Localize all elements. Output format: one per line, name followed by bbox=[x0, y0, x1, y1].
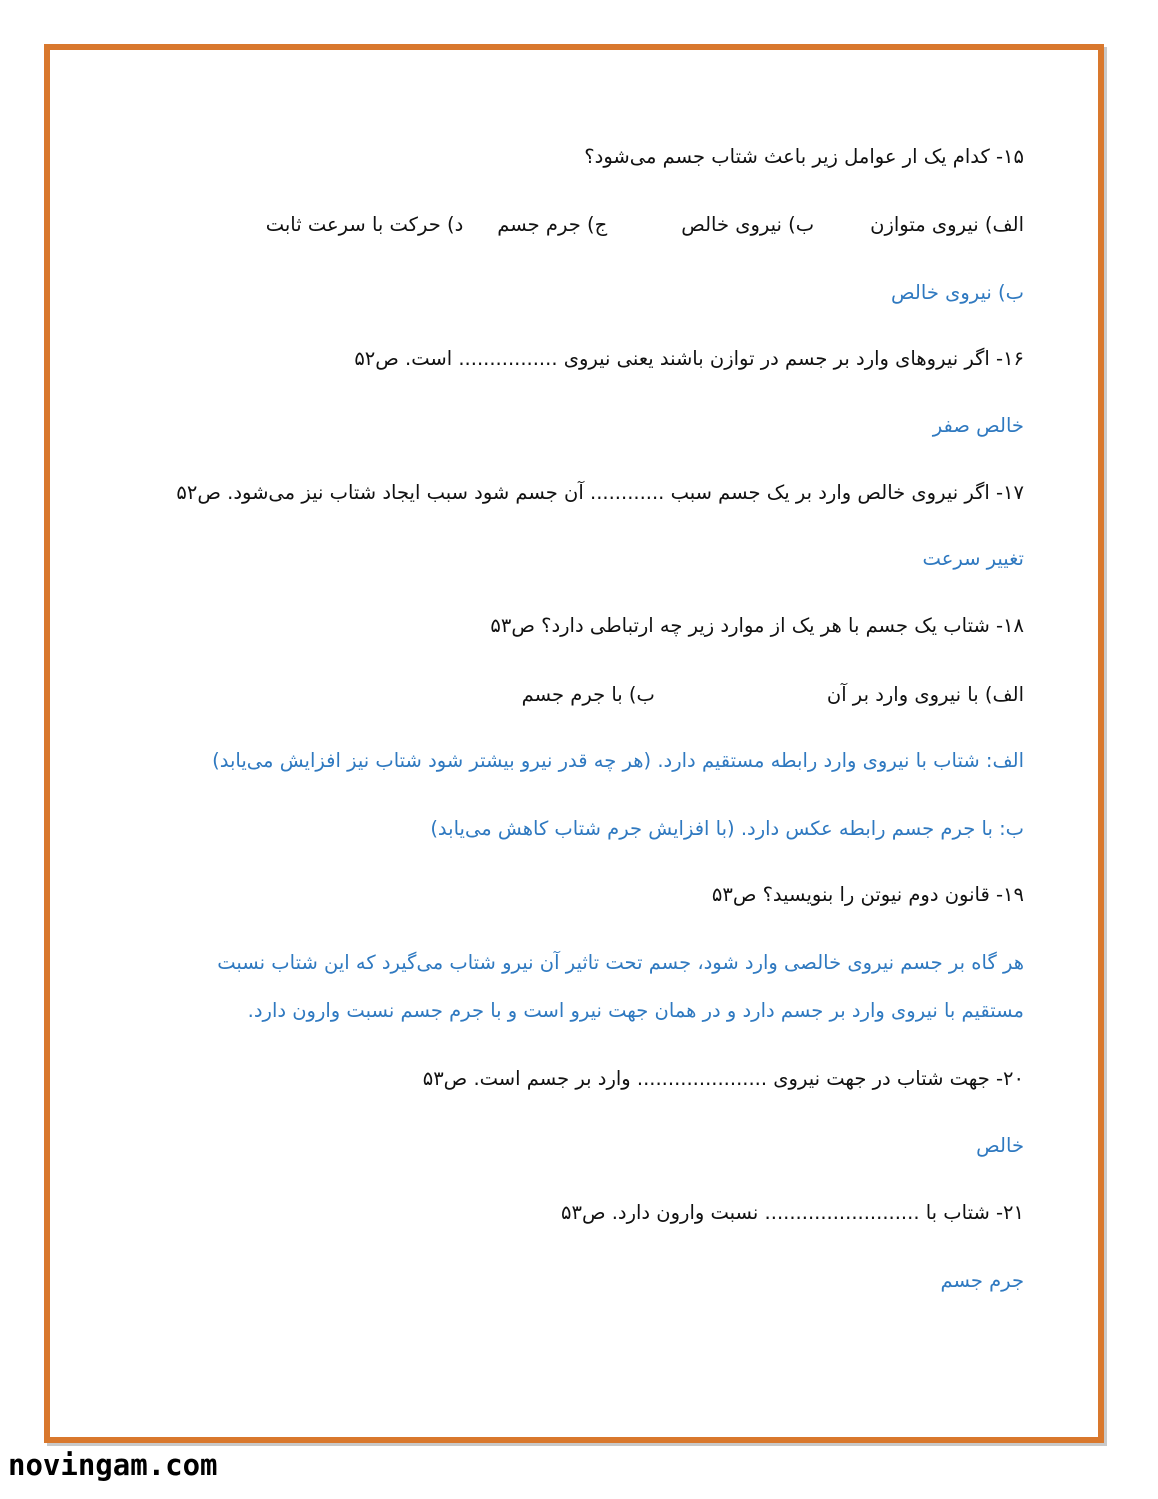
answer-17: تغییر سرعت bbox=[922, 547, 1024, 570]
question-15: ۱۵- کدام یک ار عوامل زیر باعث شتاب جسم می‌شود؟ bbox=[584, 145, 1024, 168]
answer-18-b: ب: با جرم جسم رابطه عکس دارد. (با افزایش جرم شتاب کاهش می‌یابد) bbox=[430, 817, 1024, 840]
answer-21: جرم جسم bbox=[940, 1269, 1024, 1292]
question-19: ۱۹- قانون دوم نیوتن را بنویسید؟ ص۵۳ bbox=[711, 883, 1024, 906]
answer-19-line-1: هر گاه بر جسم نیروی خالصی وارد شود، جسم تحت تاثیر آن نیرو شتاب می‌گیرد که این شتاب نسبت bbox=[217, 951, 1024, 974]
answer-15: ب) نیروی خالص bbox=[891, 281, 1024, 304]
option-a: الف) نیروی متوازن bbox=[870, 213, 1024, 236]
question-20: ۲۰- جهت شتاب در جهت نیروی ..................... وارد بر جسم است. ص۵۳ bbox=[422, 1067, 1024, 1090]
question-17: ۱۷- اگر نیروی خالص وارد بر یک جسم سبب ............ آن جسم شود سبب ایجاد شتاب نیز می‌شود. ص۵۲ bbox=[176, 481, 1024, 504]
answer-19-line-2: مستقیم با نیروی وارد بر جسم دارد و در همان جهت نیرو است و با جرم جسم نسبت وارون دارد. bbox=[247, 999, 1024, 1022]
option-b: ب) با جرم جسم bbox=[521, 683, 655, 706]
option-d: د) حرکت با سرعت ثابت bbox=[265, 213, 464, 236]
question-15-options bbox=[266, 210, 1024, 240]
question-21: ۲۱- شتاب با ......................... نسبت وارون دارد. ص۵۳ bbox=[560, 1201, 1024, 1224]
page-border bbox=[44, 44, 1104, 1443]
option-c: ج) جرم جسم bbox=[497, 213, 608, 236]
question-18-options bbox=[522, 680, 1024, 710]
watermark: novingam.com bbox=[8, 1448, 218, 1482]
answer-20: خالص bbox=[976, 1134, 1024, 1157]
option-b: ب) نیروی خالص bbox=[681, 213, 815, 236]
question-18: ۱۸- شتاب یک جسم با هر یک از موارد زیر چه ارتباطی دارد؟ ص۵۳ bbox=[490, 614, 1024, 637]
question-16: ۱۶- اگر نیروهای وارد بر جسم در توازن باشند یعنی نیروی ................ است. ص۵۲ bbox=[354, 347, 1024, 370]
answer-16: خالص صفر bbox=[932, 414, 1024, 437]
answer-18-a: الف: شتاب با نیروی وارد رابطه مستقیم دارد. (هر چه قدر نیرو بیشتر شود شتاب نیز افزایش می‌یابد) bbox=[212, 749, 1024, 772]
option-a: الف) با نیروی وارد بر آن bbox=[826, 683, 1024, 706]
